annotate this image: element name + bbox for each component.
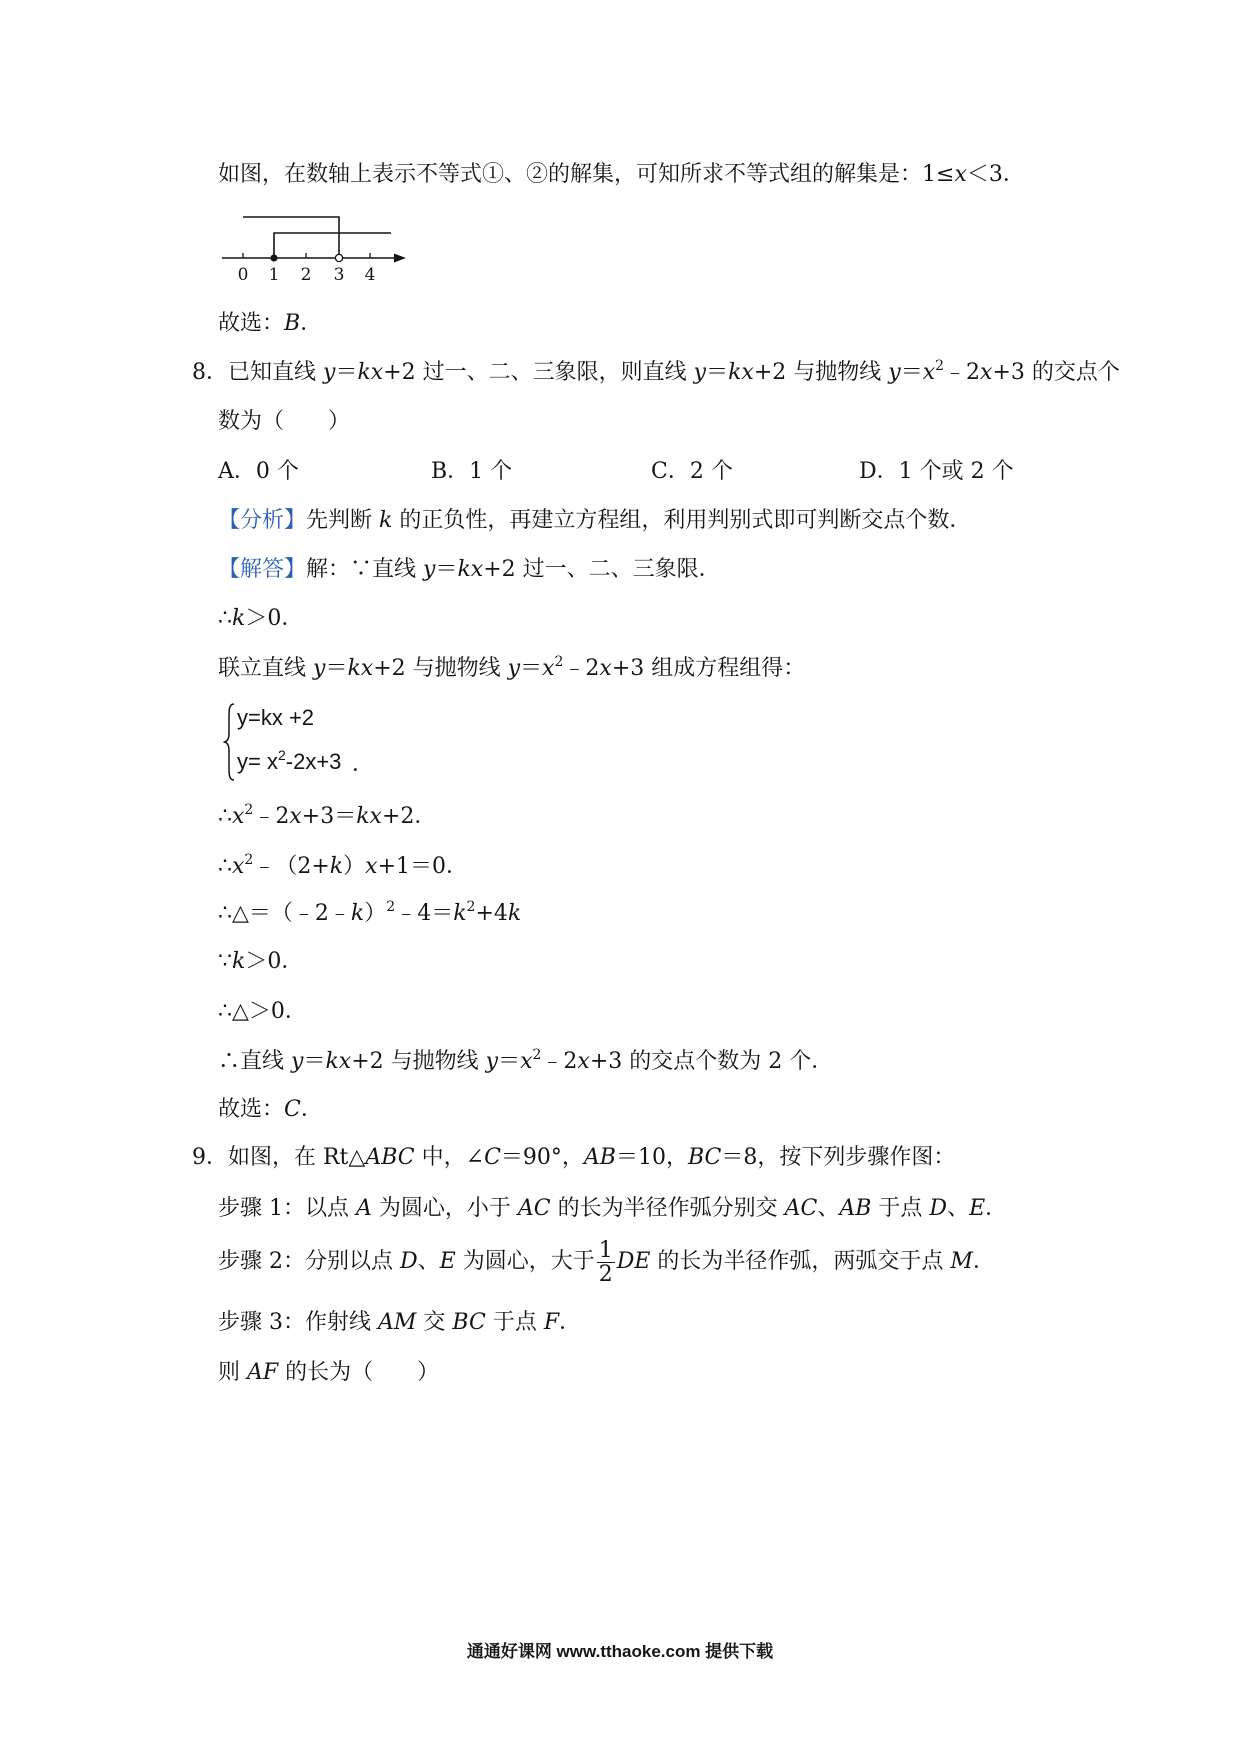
text-run: 的长为半径作弧，两弧交于点 (650, 1249, 951, 1274)
system-equation-1 (237, 705, 314, 731)
text-run: 联立直线 (218, 656, 313, 681)
text-run: ＝ (325, 656, 348, 681)
math-variable: x (289, 804, 302, 829)
construction-step-3 (218, 1310, 581, 1336)
text-run: 先判断 (306, 508, 380, 533)
math-variable: y (888, 360, 901, 385)
answer-line (218, 1097, 323, 1123)
answer-line (218, 311, 322, 337)
text-run: ＝ (303, 1049, 326, 1074)
math-variable: kx (347, 656, 374, 681)
text-run: ＞0． (245, 606, 304, 631)
math-variable: F (543, 1310, 560, 1335)
math-variable: k (507, 901, 522, 926)
fraction (597, 1239, 615, 1286)
math-variable: BC (452, 1310, 486, 1335)
tick-label: 4 (364, 265, 376, 285)
option-b[interactable]: B．1 个 (431, 459, 513, 484)
text-run: ∴△＞0． (218, 999, 307, 1024)
math-variable: D (929, 1196, 948, 1221)
text-run: +3 的交点个数为 2 个． (589, 1049, 834, 1074)
text-run: 9．如图，在 Rt△ (192, 1145, 366, 1170)
text-run: 、 (817, 1196, 840, 1221)
math-variable: AF (247, 1360, 279, 1385)
text-run: 8．已知直线 (192, 360, 323, 385)
solution-range-upper (243, 217, 339, 258)
text-run: ﹣2 (944, 360, 981, 385)
section-label: 【分析】 (218, 508, 307, 533)
text-run: ∴△＝（﹣2﹣ (218, 901, 351, 926)
text-run: y= x (237, 749, 278, 774)
tick-label: 0 (237, 265, 249, 285)
math-variable: y (485, 1049, 499, 1074)
text-run: ∴ (218, 854, 232, 879)
text-run: 解：∵直线 (306, 557, 424, 582)
math-variable: kx (356, 804, 382, 829)
math-variable: x (599, 656, 612, 681)
math-variable: AC (517, 1196, 551, 1221)
tick-label: 3 (333, 265, 345, 285)
text-run: ﹣2 (541, 1049, 578, 1074)
superscript: 2 (244, 852, 254, 868)
text-run: 步骤 2：分别以点 (218, 1249, 400, 1274)
math-variable: y (693, 360, 707, 385)
solution-set-statement (218, 162, 1025, 188)
math-variable: AB (839, 1196, 872, 1221)
math-variable: k (329, 854, 344, 879)
math-variable: ABC (365, 1145, 415, 1170)
math-variable: k (350, 901, 365, 926)
axis-arrow-icon (394, 254, 406, 263)
text-run: ＝8，按下列步骤作图： (721, 1145, 956, 1170)
text-run: ﹣2 (253, 804, 290, 829)
math-variable: DE (616, 1249, 651, 1274)
math-variable: M (950, 1249, 973, 1274)
solution-step (218, 901, 521, 927)
text-run: 的正负性，再建立方程组，利用判别式即可判断交点个数． (392, 508, 972, 533)
system-end-mark: ． (352, 752, 375, 777)
math-variable: k (379, 508, 393, 533)
text-run: +2 过一、二、三象限． (483, 557, 721, 582)
text-run: 步骤 1：以点 (218, 1196, 356, 1221)
solution-step (218, 656, 805, 682)
hollow-point (335, 254, 342, 261)
text-run: ） (343, 854, 366, 879)
equation-system-brace (222, 702, 236, 782)
fraction-denominator: 2 (598, 1261, 613, 1287)
text-run: 步骤 3：作射线 (218, 1310, 378, 1335)
text-run: 于点 (871, 1196, 930, 1221)
text-run: ＝10， (615, 1145, 688, 1170)
question-9-stem (192, 1145, 955, 1171)
text-run: 中，∠ (414, 1145, 485, 1170)
superscript: 2 (532, 1047, 542, 1063)
text-run: ﹣2 (563, 656, 600, 681)
math-variable: x (520, 1049, 533, 1074)
math-variable: x (922, 360, 936, 385)
text-run: ． (559, 1310, 582, 1335)
math-variable: x (577, 1049, 590, 1074)
text-run: y=kx +2 (237, 705, 315, 730)
math-variable: BC (687, 1145, 722, 1170)
math-variable: y (423, 557, 436, 582)
math-variable: D (399, 1249, 418, 1274)
math-variable: x (980, 360, 993, 385)
text-run: ． (985, 1196, 1008, 1221)
text-run: ＝ (520, 656, 543, 681)
superscript: 2 (935, 358, 945, 374)
option-d[interactable]: D．1 个或 2 个 (859, 459, 1014, 484)
solution-step (218, 949, 303, 975)
text-run: ∴ (218, 804, 232, 829)
text-run: 于点 (485, 1310, 544, 1335)
math-variable: kx (325, 1049, 352, 1074)
solution-step (218, 999, 307, 1025)
math-variable: k (232, 606, 246, 631)
text-run: 故选： (218, 1097, 285, 1122)
math-variable: y (323, 360, 336, 385)
text-run: ＝ (435, 557, 458, 582)
text-run: ． (300, 1097, 323, 1122)
text-run: 、 (417, 1249, 440, 1274)
text-run: 交 (416, 1310, 453, 1335)
analysis-line (218, 508, 971, 534)
math-variable: x (232, 804, 245, 829)
text-run: -2x+3 (285, 749, 342, 774)
text-run: ． (300, 311, 323, 336)
math-variable: E (439, 1249, 456, 1274)
text-run: +2 与抛物线 (373, 656, 508, 681)
math-variable: E (969, 1196, 986, 1221)
text-run: 为圆心，大于 (455, 1249, 595, 1274)
text-run: 则 (218, 1360, 247, 1385)
superscript: 2 (386, 899, 396, 915)
text-run: ﹣4＝ (395, 901, 454, 926)
text-run: ＝ (900, 360, 923, 385)
question-8-stem-continued (218, 409, 350, 435)
math-variable: C (284, 1097, 301, 1122)
solid-point (270, 254, 277, 261)
math-variable: x (365, 854, 378, 879)
page-footer-source: 通通好课网 www.tthaoke.com 提供下载 (466, 1642, 774, 1661)
solution-step (218, 606, 303, 632)
math-variable: B (284, 311, 301, 336)
construction-step-1 (218, 1196, 1007, 1222)
text-run: 的长为半径作弧分别交 (550, 1196, 785, 1221)
text-run: ＞0． (245, 949, 304, 974)
question-9-ask (218, 1360, 439, 1386)
solution-step (218, 1049, 833, 1075)
math-variable: y (291, 1049, 304, 1074)
math-variable: x (542, 656, 555, 681)
superscript: 2 (466, 899, 476, 915)
text-run: +2 过一、二、三象限，则直线 (383, 360, 694, 385)
math-variable: C (484, 1145, 501, 1170)
solution-step (218, 804, 436, 830)
text-run: 的长为（ ） (278, 1360, 440, 1385)
math-variable: y (507, 656, 521, 681)
math-variable: AC (784, 1196, 818, 1221)
text-run: ． (972, 1249, 995, 1274)
text-run: +3 的交点个 (992, 360, 1120, 385)
text-run: ∵ (218, 949, 232, 974)
superscript: 2 (244, 802, 254, 818)
math-variable: A (355, 1196, 372, 1221)
text-run: 、 (947, 1196, 970, 1221)
option-a[interactable]: A．0 个 (218, 459, 299, 484)
text-run: ＜3． (966, 162, 1025, 187)
text-run: 故选： (218, 311, 285, 336)
text-run: +1＝0． (377, 854, 468, 879)
math-variable: x (954, 162, 967, 187)
solution-step (218, 557, 721, 583)
math-variable: AB (583, 1145, 616, 1170)
text-run: +2． (381, 804, 437, 829)
math-variable: y (313, 656, 326, 681)
text-run: +3 组成方程组得： (611, 656, 806, 681)
math-variable: x (232, 854, 245, 879)
text-run: 为圆心，小于 (371, 1196, 518, 1221)
number-line-figure (218, 205, 410, 287)
tick-label: 2 (300, 265, 312, 285)
text-run: ∴直线 (218, 1049, 291, 1074)
text-run: 如图，在数轴上表示不等式①、②的解集，可知所求不等式组的解集是：1≤ (218, 162, 955, 187)
text-run: +4 (475, 901, 508, 926)
text-run: ∴ (218, 606, 232, 631)
text-run: ＝ (335, 360, 358, 385)
option-c[interactable]: C．2 个 (651, 459, 733, 484)
tick-label: 1 (268, 265, 280, 285)
math-variable: kx (728, 360, 754, 385)
text-run: ﹣（2+ (253, 854, 330, 879)
text-run: +2 与抛物线 (351, 1049, 486, 1074)
math-variable: kx (357, 360, 384, 385)
math-variable: kx (457, 557, 484, 582)
superscript: 2 (554, 654, 564, 670)
text-run: ） (364, 901, 387, 926)
math-variable: k (232, 949, 246, 974)
solution-step (218, 854, 468, 880)
text-run: ＝90°， (500, 1145, 584, 1170)
text-run: +3＝ (301, 804, 357, 829)
text-run: 数为（ ） (218, 409, 351, 434)
text-run: +2 与抛物线 (753, 360, 889, 385)
solution-range-lower (274, 233, 391, 258)
section-label: 【解答】 (218, 557, 307, 582)
text-run: ＝ (706, 360, 729, 385)
question-8-stem (192, 360, 1120, 386)
math-variable: AM (377, 1310, 417, 1335)
system-equation-2 (237, 749, 341, 775)
fraction-numerator: 1 (598, 1237, 613, 1263)
math-variable: k (453, 901, 467, 926)
text-run: ＝ (498, 1049, 521, 1074)
superscript: 2 (277, 747, 286, 763)
construction-step-2 (218, 1237, 995, 1287)
